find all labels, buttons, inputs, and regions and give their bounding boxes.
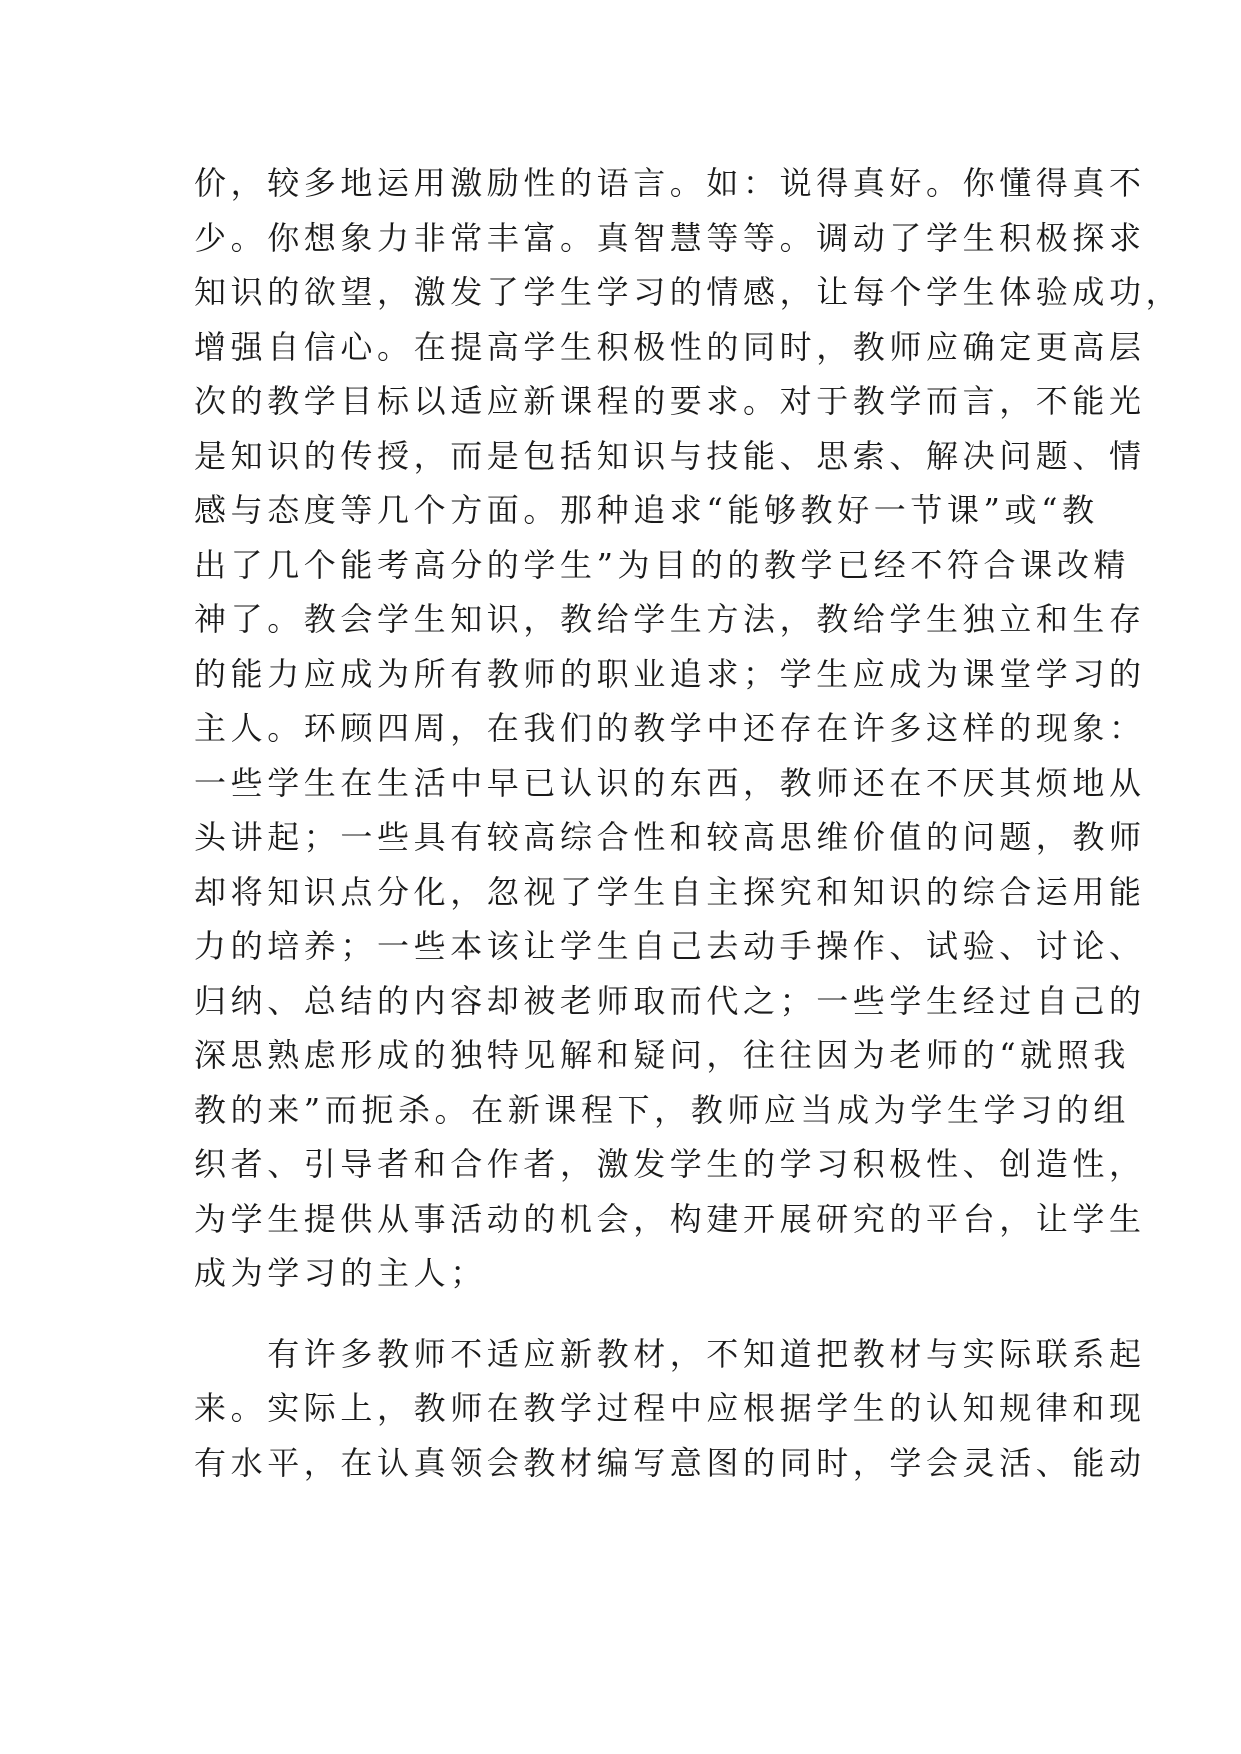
text-line: 主人。环顾四周，在我们的教学中还存在许多这样的现象： (194, 709, 1146, 747)
text-line: 头讲起；一些具有较高综合性和较高思维价值的问题，教师 (194, 818, 1146, 856)
text-line: 神了。教会学生知识，教给学生方法，教给学生独立和生存 (194, 600, 1146, 638)
text-line: 有许多教师不适应新教材，不知道把教材与实际联系起 (194, 1334, 1146, 1373)
paragraph (194, 1327, 1146, 1491)
text-line: 有水平，在认真领会教材编写意图的同时，学会灵活、能动 (194, 1443, 1146, 1482)
text-line: 深思熟虑形成的独特见解和疑问，往往因为老师的“就照我 (194, 1036, 1130, 1074)
paragraph (194, 156, 1183, 1301)
text-line: 的能力应成为所有教师的职业追求；学生应成为课堂学习的 (194, 654, 1146, 693)
text-line: 次的教学目标以适应新课程的要求。对于教学而言，不能光 (194, 382, 1146, 420)
text-line: 却将知识点分化，忽视了学生自主探究和知识的综合运用能 (194, 872, 1146, 911)
body-text (194, 156, 1183, 1490)
text-line: 知识的欲望，激发了学生学习的情感，让每个学生体验成功， (194, 273, 1183, 311)
text-line: 价，较多地运用激励性的语言。如：说得真好。你懂得真不 (194, 164, 1146, 202)
text-line: 归纳、总结的内容却被老师取而代之；一些学生经过自己的 (194, 981, 1146, 1020)
text-line: 出了几个能考高分的学生”为目的的教学已经不符合课改精 (194, 545, 1130, 584)
text-line: 是知识的传授，而是包括知识与技能、思索、解决问题、情 (194, 436, 1146, 475)
text-line: 成为学习的主人； (194, 1254, 487, 1292)
text-line: 教的来”而扼杀。在新课程下，教师应当成为学生学习的组 (194, 1090, 1130, 1129)
text-line: 感与态度等几个方面。那种追求“能够教好一节课”或“教 (194, 491, 1099, 529)
text-line: 增强自信心。在提高学生积极性的同时，教师应确定更高层 (194, 327, 1146, 366)
text-line: 少。你想象力非常丰富。真智慧等等。调动了学生积极探求 (194, 218, 1146, 257)
paragraph-gap (194, 1301, 1054, 1327)
text-line: 为学生提供从事活动的机会，构建开展研究的平台，让学生 (194, 1199, 1146, 1238)
text-line: 力的培养；一些本该让学生自己去动手操作、试验、讨论、 (194, 927, 1146, 965)
text-line: 织者、引导者和合作者，激发学生的学习积极性、创造性， (194, 1145, 1146, 1183)
text-line: 来。实际上，教师在教学过程中应根据学生的认知规律和现 (194, 1389, 1146, 1427)
text-line: 一些学生在生活中早已认识的东西，教师还在不厌其烦地从 (194, 763, 1146, 802)
